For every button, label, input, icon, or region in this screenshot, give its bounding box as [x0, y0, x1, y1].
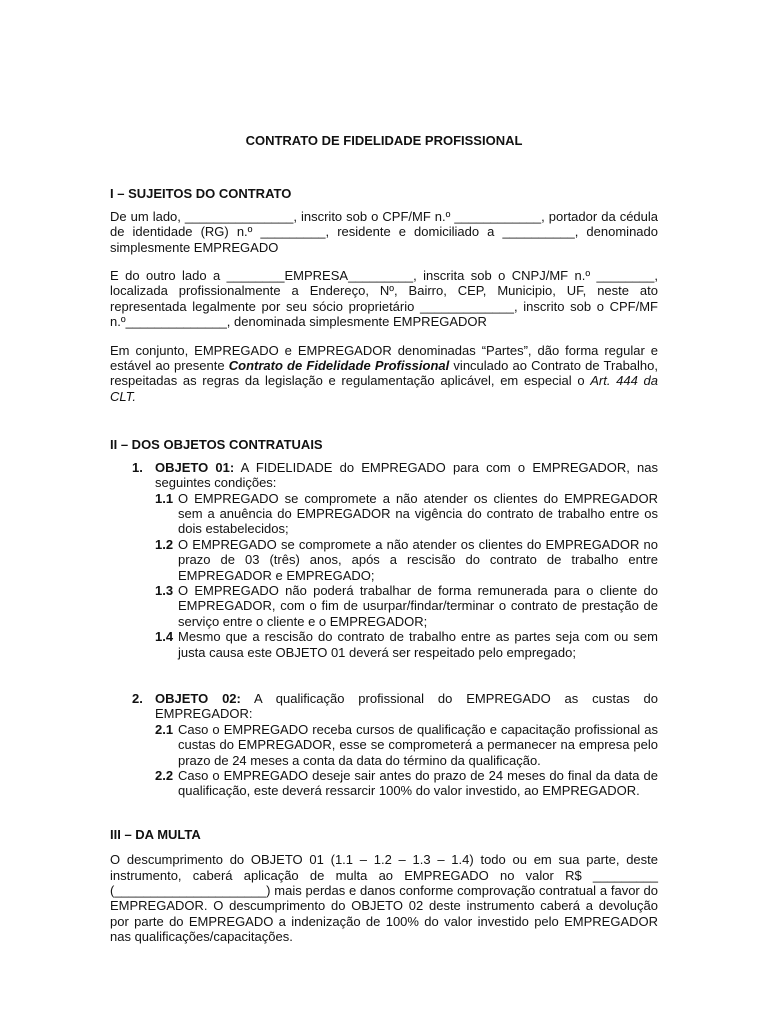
parties-text-c: vinculado ao Contrato de Trabalho, respeitadas as regras da legislação e regulamentação aplicável, em especial o [110, 358, 658, 389]
paragraph-employer: E do outro lado a ________EMPRESA_________, inscrita sob o CNPJ/MF n.º ________, localizada profissionalmente a Endereço, Nº, Bairro, CEP, Municipio, UF, neste ato representada legalmente por seu sócio proprietário _____________, inscrito sob o CPF/MF n.º______________, denominada simplesmente EMPREGADOR [110, 268, 658, 330]
paragraph-employee: De um lado, _______________, inscrito sob o CPF/MF n.º ____________, portador da cédula de identidade (RG) n.º _________, residente e domiciliado a __________, denominado simplesmente EMPREGADO [110, 208, 658, 255]
condition-item [155, 629, 658, 660]
condition-item [155, 491, 658, 537]
condition-item [155, 722, 658, 768]
document-title: CONTRATO DE FIDELIDADE PROFISSIONAL [245, 133, 523, 148]
contract-name-emphasis: Contrato de Fidelidade Profissional [228, 358, 450, 374]
objects-list [110, 460, 658, 799]
section-subjects [110, 186, 658, 404]
condition-text: O EMPREGADO se compromete a não atender os clientes do EMPREGADOR sem a anuência do EMPREGADOR na vigência do contrato de trabalho entre os dois estabelecidos; [178, 490, 658, 537]
object-01 [110, 460, 658, 660]
parties-text-a: Em conjunto, EMPREGADO e EMPREGADOR denominadas “Partes”, dão forma regular e estável ao presente [110, 342, 658, 374]
object-number: 1. [132, 459, 143, 475]
object-01-conditions [155, 491, 658, 660]
condition-number: 1.1 [155, 490, 174, 506]
condition-item [155, 768, 658, 799]
object-description: A qualificação profissional do EMPREGADO as custas do EMPREGADOR: [155, 690, 658, 722]
clt-article-reference: Art. 444 da CLT. [110, 373, 658, 404]
condition-number: 2.1 [155, 721, 174, 737]
condition-text: O EMPREGADO se compromete a não atender os clientes do EMPREGADOR no prazo de 03 (três) anos, após a rescisão do contrato de trabalho entre EMPREGADOR e EMPREGADO; [178, 536, 658, 583]
condition-number: 1.3 [155, 582, 174, 598]
section-objects [110, 437, 658, 799]
condition-number: 1.2 [155, 536, 174, 552]
object-02-conditions [155, 722, 658, 799]
section-heading-penalty: III – DA MULTA [110, 826, 201, 842]
paragraph-parties [110, 343, 658, 405]
object-label: OBJETO 02: [155, 690, 241, 706]
object-number: 2. [132, 690, 143, 706]
section-heading-objects: II – DOS OBJETOS CONTRATUAIS [110, 437, 323, 453]
section-heading-subjects: I – SUJEITOS DO CONTRATO [110, 186, 292, 202]
object-label: OBJETO 01: [155, 459, 235, 475]
condition-text: Mesmo que a rescisão do contrato de trabalho entre as partes seja com ou sem justa causa este OBJETO 01 deverá ser respeitado pelo empregado; [178, 629, 658, 660]
condition-text: Caso o EMPREGADO deseje sair antes do prazo de 24 meses do final da data de qualificação, este deverá ressarcir 100% do valor investido, ao EMPREGADOR. [178, 768, 658, 799]
object-description: A FIDELIDADE do EMPREGADO para com o EMPREGADOR, nas seguintes condições: [155, 459, 658, 491]
condition-item [155, 583, 658, 629]
condition-text: O EMPREGADO não poderá trabalhar de forma remunerada para o cliente do EMPREGADOR, com o fim de usurpar/findar/terminar o contrato de prestação de serviço entre o cliente e o EMPREGADOR; [178, 582, 658, 629]
section-penalty [110, 827, 658, 945]
object-02 [110, 691, 658, 799]
condition-item [155, 537, 658, 583]
condition-text: Caso o EMPREGADO receba cursos de qualificação e capacitação profissional as custas do EMPREGADOR, esse se comprometerá a permanecer na empresa pelo prazo de 24 meses a conta da data do término da qualificação. [178, 721, 658, 768]
condition-number: 2.2 [155, 768, 174, 783]
condition-number: 1.4 [155, 629, 174, 645]
paragraph-penalty: O descumprimento do OBJETO 01 (1.1 – 1.2 – 1.3 – 1.4) todo ou em sua parte, deste instrumento, caberá aplicação de multa ao EMPREGADO no valor R$ _________ (_____________________) mais perdas e danos conforme comprovação contratual a favor do EMPREGADOR. O descumprimento do OBJETO 02 deste instrumento caberá a devolução por parte do EMPREGADO a indenização de 100% do valor investido pelo EMPREGADOR nas qualificações/capacitações. [110, 852, 658, 945]
